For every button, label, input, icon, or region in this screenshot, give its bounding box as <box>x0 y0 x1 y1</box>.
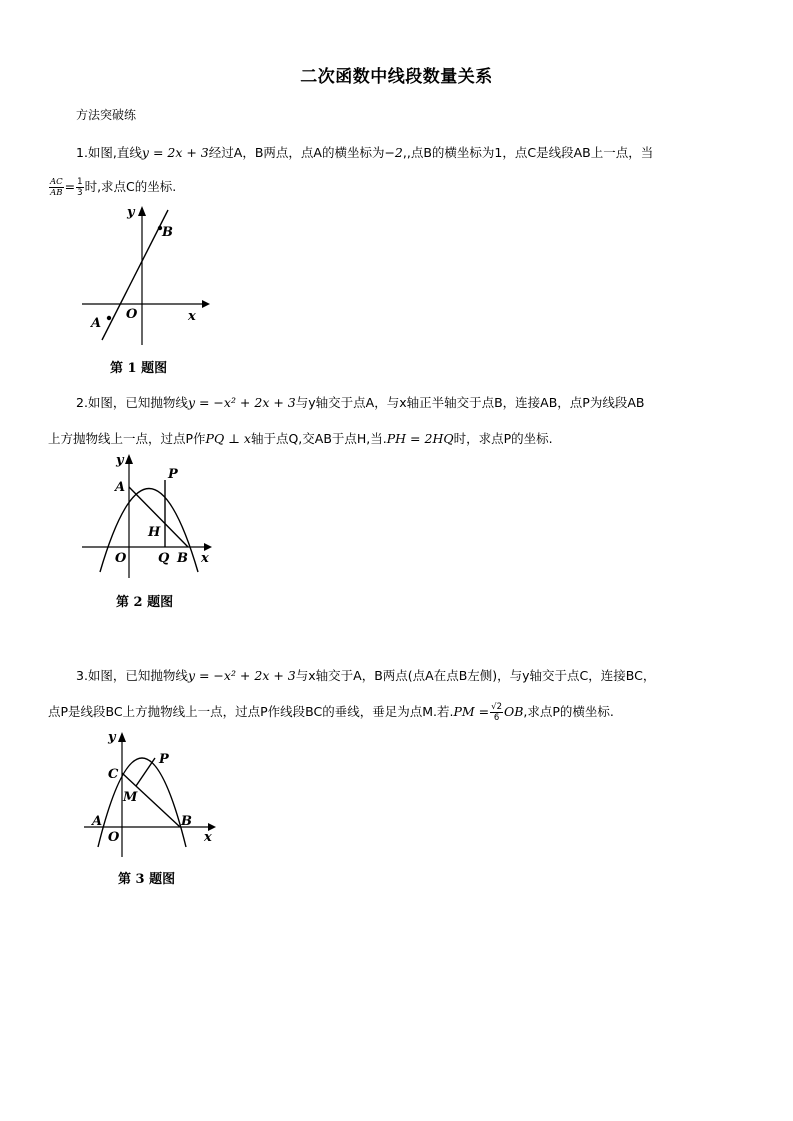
q3-line1 <box>76 666 776 686</box>
section-subtitle: 方法突破练 <box>76 108 137 122</box>
q3-line2-prefix: 点P是线段BC上方抛物线上一点，过点P作线段BC的垂线，垂足为点M.若. <box>48 704 454 719</box>
q3-line2-tail: ,求点P的横坐标. <box>523 704 614 719</box>
q2-line2-mid: 轴于点Q,交AB于点H,当. <box>250 431 387 446</box>
q1-y-arrow <box>138 206 146 216</box>
q1-x-arrow <box>202 300 210 308</box>
q2-equation: y = −x² + 2x + 3 <box>187 395 296 410</box>
q3-label-c: C <box>108 767 119 782</box>
q3-ob: OB <box>503 704 524 719</box>
q1-line2 <box>48 177 748 198</box>
q3-prefix: 3.如图，已知抛物线 <box>76 668 188 683</box>
q3-label-o: O <box>108 830 120 845</box>
q2-x-arrow <box>204 543 212 551</box>
q2-label-h: H <box>148 525 161 540</box>
q1-point-a <box>107 316 111 320</box>
q1-prefix: 1.如图,直线 <box>76 145 142 160</box>
q1-label-y: y <box>127 205 135 220</box>
q3-label-y: y <box>108 730 116 745</box>
q1-label-a: A <box>91 316 102 331</box>
q1-mid: 经过A，B两点，点A的横坐标为 <box>208 145 385 160</box>
q1-a-abscissa: −2 <box>384 145 403 160</box>
q3-label-b: B <box>181 814 192 829</box>
q2-line2-prefix: 上方抛物线上一点，过点P作 <box>48 431 206 446</box>
q3-label-x: x <box>204 830 212 845</box>
q2-label-a: A <box>115 480 126 495</box>
q1-fraction-ac-ab: $\frac{AC}{AB}$ <box>50 177 63 198</box>
q1-equation: y = 2x + 3 <box>141 145 209 160</box>
q3-pm: PM = <box>453 704 490 719</box>
q3-label-a: A <box>92 814 103 829</box>
q3-rest: 与x轴交于A，B两点(点A在点B左侧)，与y轴交于点C，连接BC， <box>295 668 656 683</box>
q2-y-arrow <box>125 454 133 464</box>
q2-rest: 与y轴交于点A，与x轴正半轴交于点B，连接AB，点P为线段AB <box>295 395 645 410</box>
q1-label-b: B <box>162 225 173 240</box>
q1-rest: ,,点B的横坐标为1，点C是线段AB上一点，当 <box>402 145 654 160</box>
q2-line1 <box>76 393 776 413</box>
q3-equation: y = −x² + 2x + 3 <box>187 668 296 683</box>
q2-label-y: y <box>116 453 124 468</box>
q2-condition: PH = 2HQ <box>386 431 454 446</box>
q2-line2-tail: 时，求点P的坐标. <box>453 431 553 446</box>
q3-caption: 第 3 题图 <box>118 872 176 887</box>
q3-label-m: M <box>123 790 138 805</box>
page-title: 二次函数中线段数量关系 <box>300 67 493 87</box>
q3-segment-pm <box>136 758 155 786</box>
q3-figure <box>80 725 225 860</box>
q2-label-p: P <box>168 467 178 482</box>
q3-label-p: P <box>159 752 169 767</box>
q3-y-arrow <box>118 732 126 742</box>
q1-line1 <box>76 143 776 163</box>
q1-caption: 第 1 题图 <box>110 361 168 376</box>
q1-fraction-one-third: $\frac{1}{3}$ <box>77 177 83 198</box>
q2-line2 <box>48 429 748 449</box>
q1-figure <box>78 200 213 350</box>
q2-label-o: O <box>115 551 127 566</box>
q2-prefix: 2.如图，已知抛物线 <box>76 395 188 410</box>
q2-label-x: x <box>201 551 209 566</box>
q2-label-q: Q <box>158 551 170 566</box>
q1-label-x: x <box>188 309 196 324</box>
q1-label-o: O <box>126 307 138 322</box>
q3-line2 <box>48 702 748 723</box>
q1-equals: = <box>64 179 76 194</box>
q2-caption: 第 2 题图 <box>116 595 174 610</box>
q1-tail: 时,求点C的坐标. <box>84 179 177 194</box>
q2-label-b: B <box>177 551 188 566</box>
q3-fraction-root2-6: $\frac{√2}{6}$ <box>491 702 502 723</box>
q2-figure <box>78 450 218 580</box>
q2-perpendicular: PQ ⊥ x <box>205 431 251 446</box>
